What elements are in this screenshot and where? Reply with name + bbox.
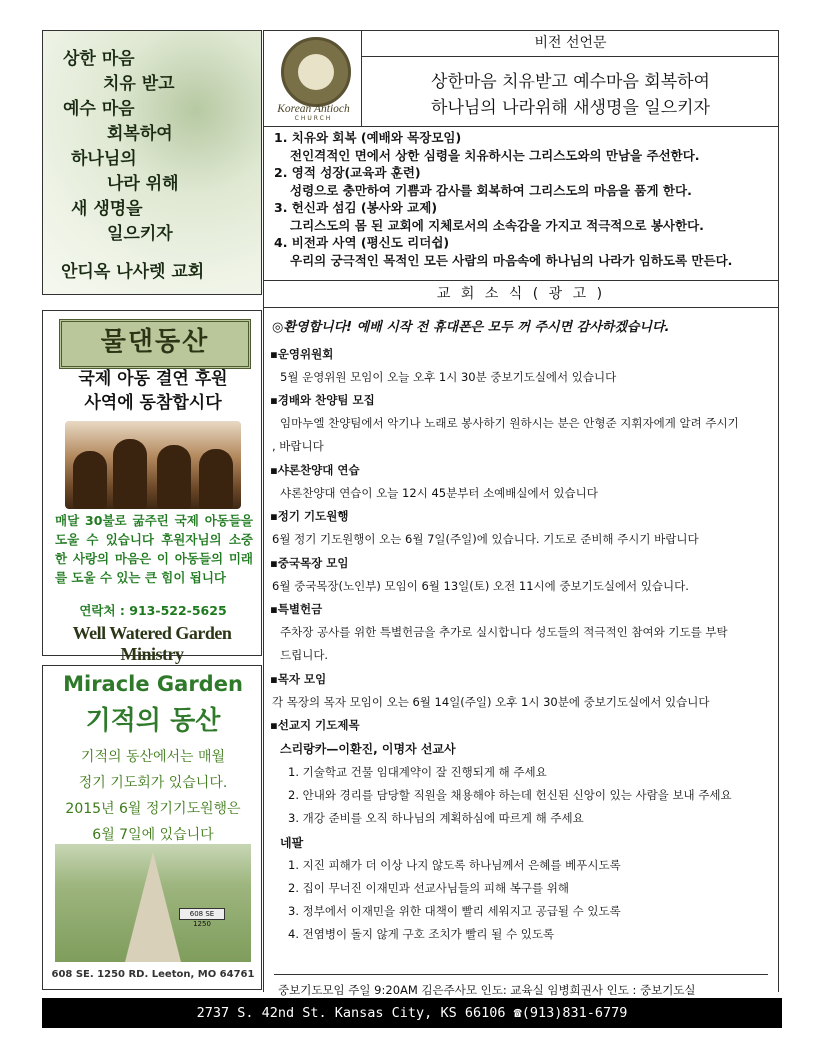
goal-desc: 우리의 궁극적인 목적인 모든 사람의 마음속에 하나님의 나라가 임하도록 만든다.	[290, 252, 733, 268]
ad-body: 매달 30불로 굶주린 국제 아동들을 도울 수 있습니다 후원자님의 소중한 사랑의 마음은 이 아동들의 미래를 도울 수 있는 큰 힘이 됩니다	[55, 513, 253, 585]
section-body: 드립니다.	[280, 648, 329, 662]
poem-line: 회복하여	[107, 124, 173, 144]
ad-headline	[49, 367, 257, 415]
section-title: ▪특별헌금	[270, 602, 323, 616]
poem-line: 하나님의	[71, 149, 137, 169]
welcome-notice: ◎환영합니다! 예배 시작 전 휴대폰은 모두 꺼 주시면 감사하겠습니다.	[272, 320, 670, 335]
vision-title: 비전 선언문	[362, 31, 779, 57]
miracle-garden-ad	[42, 665, 262, 990]
section-title: ▪운영위원회	[270, 347, 334, 361]
ad-headline-line: 국제 아동 결연 후원	[78, 369, 228, 389]
news-header: 교 회 소 식 ( 광 고 )	[263, 280, 779, 308]
prayer-schedule: 중보기도모임 주일 9:20AM 김은주사모 인도: 교육실 임병희권사 인도 : 중보기도실	[278, 983, 696, 997]
country-road-photo	[55, 844, 251, 962]
poem-line: 상한 마음	[63, 49, 135, 69]
divider	[274, 974, 768, 975]
mission-name: 네팔	[280, 836, 304, 850]
ad-line: 정기 기도회가 있습니다.	[78, 775, 228, 791]
vision-line: 상한마음 치유받고 예수마음 회복하여	[431, 72, 710, 92]
poem-line: 새 생명을	[71, 199, 143, 219]
poem-line: 치유 받고	[103, 74, 175, 94]
prayer-item: 1. 지진 피해가 더 이상 나지 않도록 하나님께서 은혜를 베푸시도록	[288, 858, 621, 872]
section-body: 6월 정기 기도원행이 오는 6월 7일(주일)에 있습니다. 기도로 준비해 주시기 바랍니다	[272, 532, 699, 546]
seal-icon	[281, 37, 351, 107]
poem-line: 일으키자	[107, 224, 173, 244]
poem	[63, 47, 258, 247]
goals-list	[263, 127, 779, 280]
goal-desc: 그리스도의 몸 된 교회에 지체로서의 소속감을 가지고 적극적으로 봉사한다.	[290, 217, 704, 233]
section-body: 샤론찬양대 연습이 오늘 12시 45분부터 소예배실에서 있습니다	[280, 486, 598, 500]
goal-title: 2. 영적 성장(교육과 훈련)	[274, 165, 421, 180]
section-title: ▪목자 모임	[270, 672, 327, 686]
section-title: ▪중국목장 모임	[270, 556, 349, 570]
church-logo	[263, 30, 362, 127]
mission-name: 스리랑카—이환진, 이명자 선교사	[280, 742, 456, 756]
ad-title-ko: 기적의 동산	[85, 706, 221, 736]
ad-line: 기적의 동산에서는 매월	[80, 749, 226, 765]
section-body: , 바랍니다	[272, 439, 324, 453]
goal-title: 4. 비전과 사역 (평신도 리더쉽)	[274, 235, 450, 250]
logo-name: Korean Antioch	[277, 103, 350, 115]
logo-sub: CHURCH	[294, 115, 333, 122]
section-title: ▪경배와 찬양팀 모집	[270, 393, 375, 407]
goal-title: 1. 치유와 회복 (예배와 목장모임)	[274, 130, 462, 145]
ad-line: 6월 7일에 있습니다	[92, 827, 214, 843]
vision-statement	[362, 30, 779, 127]
ad-contact: 연락처 : 913-522-5625	[79, 603, 227, 618]
prayer-item: 3. 개강 준비를 오직 하나님의 계획하심에 따르게 해 주세요	[288, 811, 584, 825]
ad-title-en: Miracle Garden	[63, 672, 243, 696]
prayer-item: 1. 기술학교 건물 임대계약이 잘 진행되게 해 주세요	[288, 765, 547, 779]
sponsorship-ad	[42, 310, 262, 664]
goal-desc: 성령으로 충만하여 기쁨과 감사를 회복하여 그리스도의 마음을 품게 한다.	[290, 182, 692, 198]
ad-address: 608 SE. 1250 RD. Leeton, MO 64761	[51, 969, 255, 980]
poem-line: 나라 위해	[107, 174, 179, 194]
ad-body	[43, 744, 263, 848]
ad-banner: 물댄동산	[59, 319, 251, 369]
prayer-item: 4. 전염병이 돌지 않게 구호 조치가 빨리 될 수 있도록	[288, 927, 555, 941]
church-name: 안디옥 나사렛 교회	[61, 262, 205, 282]
section-body: 5월 운영위원 모임이 오늘 오후 1시 30분 중보기도실에서 있습니다	[280, 370, 617, 384]
section-body: 주차장 공사를 위한 특별헌금을 추가로 실시합니다 성도들의 적극적인 참여와 기도를 부탁	[280, 625, 728, 639]
section-title: ▪정기 기도원행	[270, 509, 349, 523]
goal-desc: 전인격적인 면에서 상한 심령을 치유하시는 그리스도와의 만남을 주선한다.	[290, 147, 700, 163]
ad-line: 2015년 6월 정기기도원행은	[65, 801, 241, 817]
prayer-item: 2. 안내와 경리를 담당할 직원을 채용해야 하는데 헌신된 신앙이 있는 사람을 보내 주세요	[288, 788, 732, 802]
vision-text	[362, 69, 779, 121]
section-title: ▪샤론찬양대 연습	[270, 463, 360, 477]
prayer-item: 3. 정부에서 이재민을 위한 대책이 빨리 세워지고 공급될 수 있도록	[288, 904, 621, 918]
vision-line: 하나님의 나라위해 새생명을 일으키자	[431, 98, 710, 118]
address-bar: 2737 S. 42nd St. Kansas City, KS 66106 ☎(913)831-6779	[42, 998, 782, 1028]
goal-title: 3. 헌신과 섬김 (봉사와 교제)	[274, 200, 438, 215]
ad-headline-line: 사역에 동참합시다	[84, 393, 222, 413]
children-photo	[65, 421, 241, 509]
news-content	[263, 308, 779, 997]
section-title: ▪선교지 기도제목	[270, 718, 360, 732]
section-body: 6월 중국목장(노인부) 모임이 6월 13일(토) 오전 11시에 중보기도실에서 있습니다.	[272, 579, 689, 593]
section-body: 임마누엘 찬양팀에서 악기나 노래로 봉사하기 원하시는 분은 안형준 지휘자에게 알려 주시기	[280, 416, 739, 430]
ministry-name: Well Watered Garden Ministry	[72, 623, 232, 664]
mailbox-sign: 608 SE 1250	[179, 908, 225, 920]
section-body: 각 목장의 목자 모임이 오는 6월 14일(주일) 오후 1시 30분에 중보기도실에서 있습니다	[272, 695, 710, 709]
prayer-item: 2. 집이 무너진 이재민과 선교사님들의 피해 복구를 위해	[288, 881, 569, 895]
vision-poem-box	[42, 30, 262, 295]
poem-line: 예수 마음	[63, 99, 135, 119]
